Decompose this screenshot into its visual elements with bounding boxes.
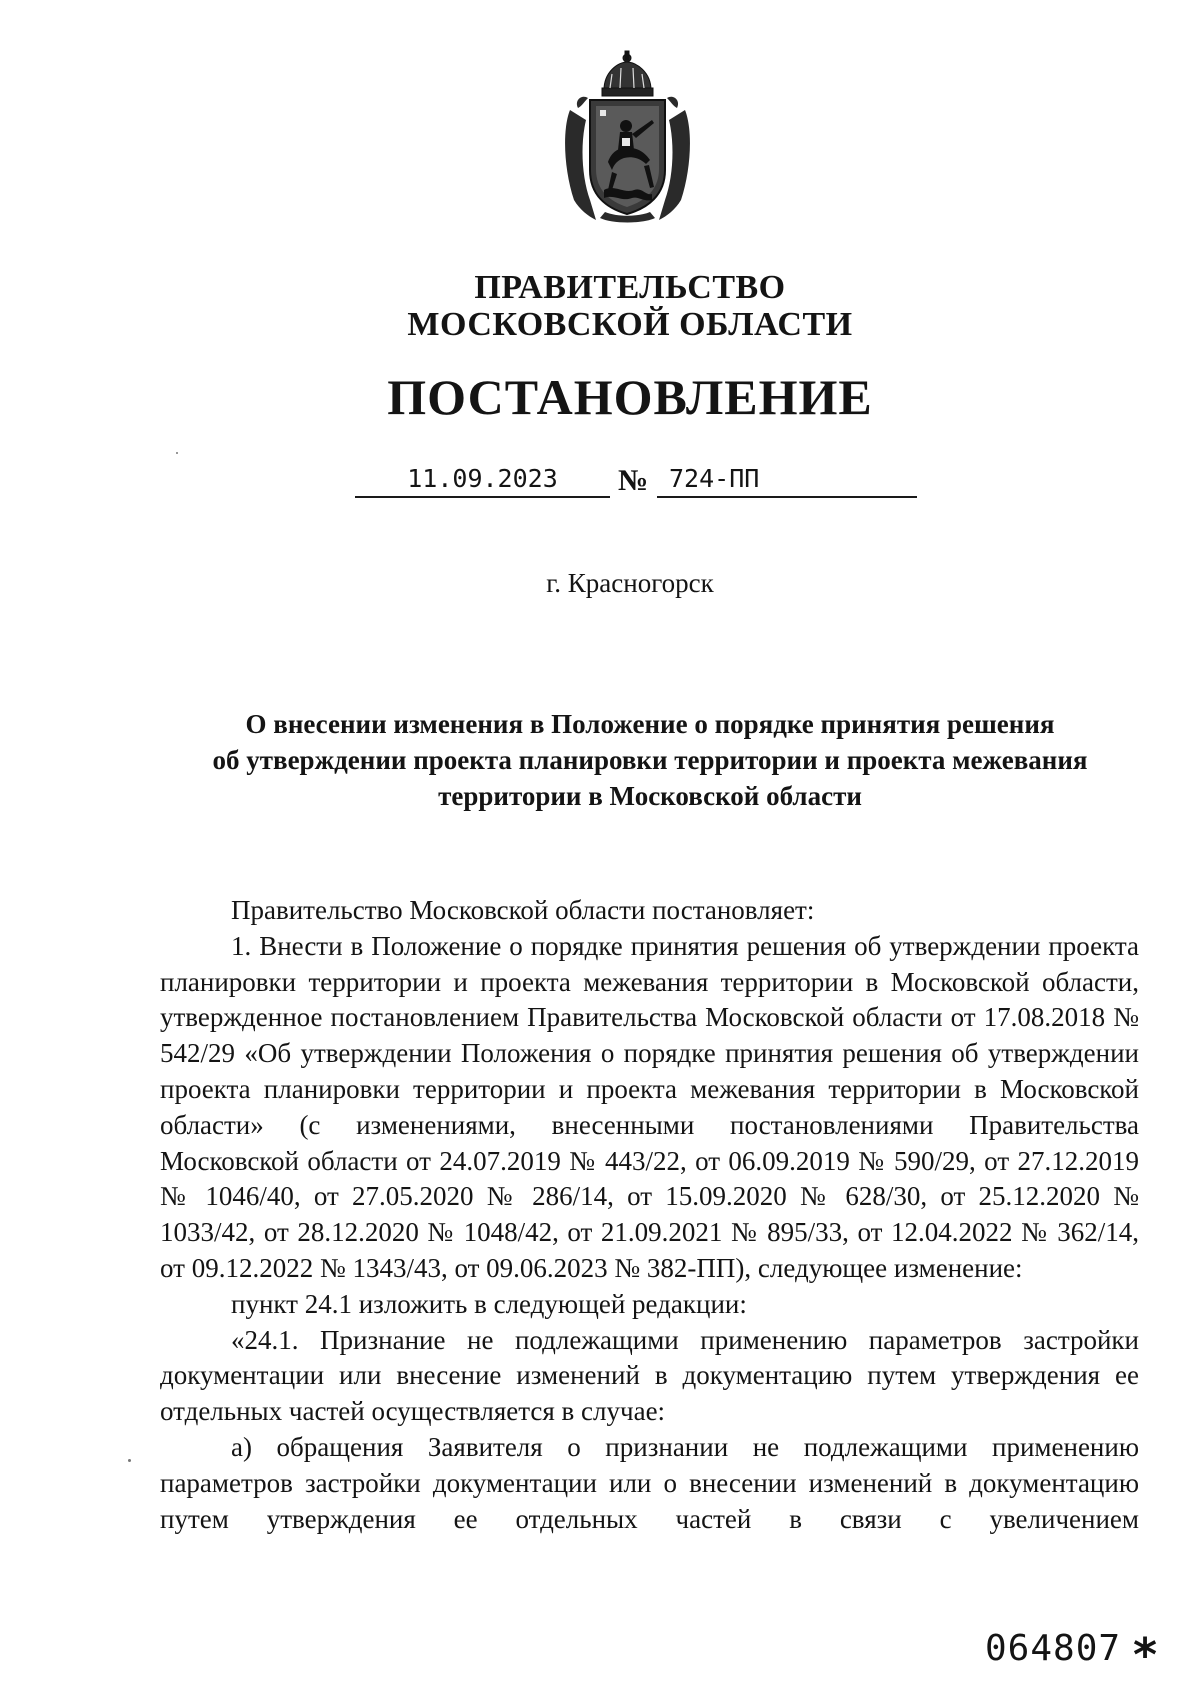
document-body xyxy=(160,893,1139,1537)
document-type: ПОСТАНОВЛЕНИЕ xyxy=(387,369,873,425)
registration-number: 064807 xyxy=(985,1628,1122,1669)
body-paragraph-4: «24.1. Признание не подлежащими применению параметров застройки документации или внесение изменений в документацию путем утверждения ее отдельных частей осуществляется в случае: xyxy=(160,1324,1139,1427)
date-number-line xyxy=(0,462,1200,506)
document-title xyxy=(170,706,1130,814)
scan-speck xyxy=(176,452,178,454)
body-paragraph-3: пункт 24.1 изложить в следующей редакции: xyxy=(231,1288,747,1319)
document-date: 11.09.2023 xyxy=(355,462,610,498)
organization-name-line1: ПРАВИТЕЛЬСТВО xyxy=(474,269,786,306)
document-city: г. Красногорск xyxy=(546,568,714,598)
number-sign: № xyxy=(618,464,649,497)
title-line1: О внесении изменения в Положение о порядке принятия решения xyxy=(245,709,1055,739)
body-paragraph-2: 1. Внести в Положение о порядке принятия решения об утверждении проекта планировки территории и проекта межевания территории в Московской области, утвержденное постановлением Правительства Московской области от 17.08.2018 № 542/29 «Об утверждении Положения о порядке принятия решения об утверждении проекта планировки территории и проекта межевания территории в Московской области» (с изменениями, внесенными постановлениями Правительства Московской области от 24.07.2019 № 443/22, от 06.09.2019 № 590/29, от 27.12.2019 № 1046/40, от 27.05.2020 № 286/14, от 15.09.2020 № 628/30, от 25.12.2020 № 1033/42, от 28.12.2020 № 1048/42, от 21.09.2021 № 895/33, от 12.04.2022 № 362/14, от 09.12.2022 № 1343/43, от 09.06.2023 № 382-ПП), следующее изменение: xyxy=(160,930,1139,1283)
body-paragraph-1: Правительство Московской области постановляет: xyxy=(231,895,815,925)
body-paragraph-5: а) обращения Заявителя о признании не подлежащими применению параметров застройки документации или о внесении изменений в документацию путем утверждения ее отдельных частей в связи с увеличением xyxy=(160,1431,1139,1534)
title-line2: об утверждении проекта планировки территории и проекта межевания xyxy=(212,745,1088,775)
organization-name-line2: МОСКОВСКОЙ ОБЛАСТИ xyxy=(407,306,853,343)
document-number-field xyxy=(657,462,917,498)
footer-star-mark: * xyxy=(1133,1628,1158,1682)
scan-speck xyxy=(128,1459,131,1462)
title-line3: территории в Московской области xyxy=(438,781,862,811)
document-number: 724-ПП xyxy=(669,464,760,493)
coat-of-arms-icon xyxy=(560,50,695,225)
